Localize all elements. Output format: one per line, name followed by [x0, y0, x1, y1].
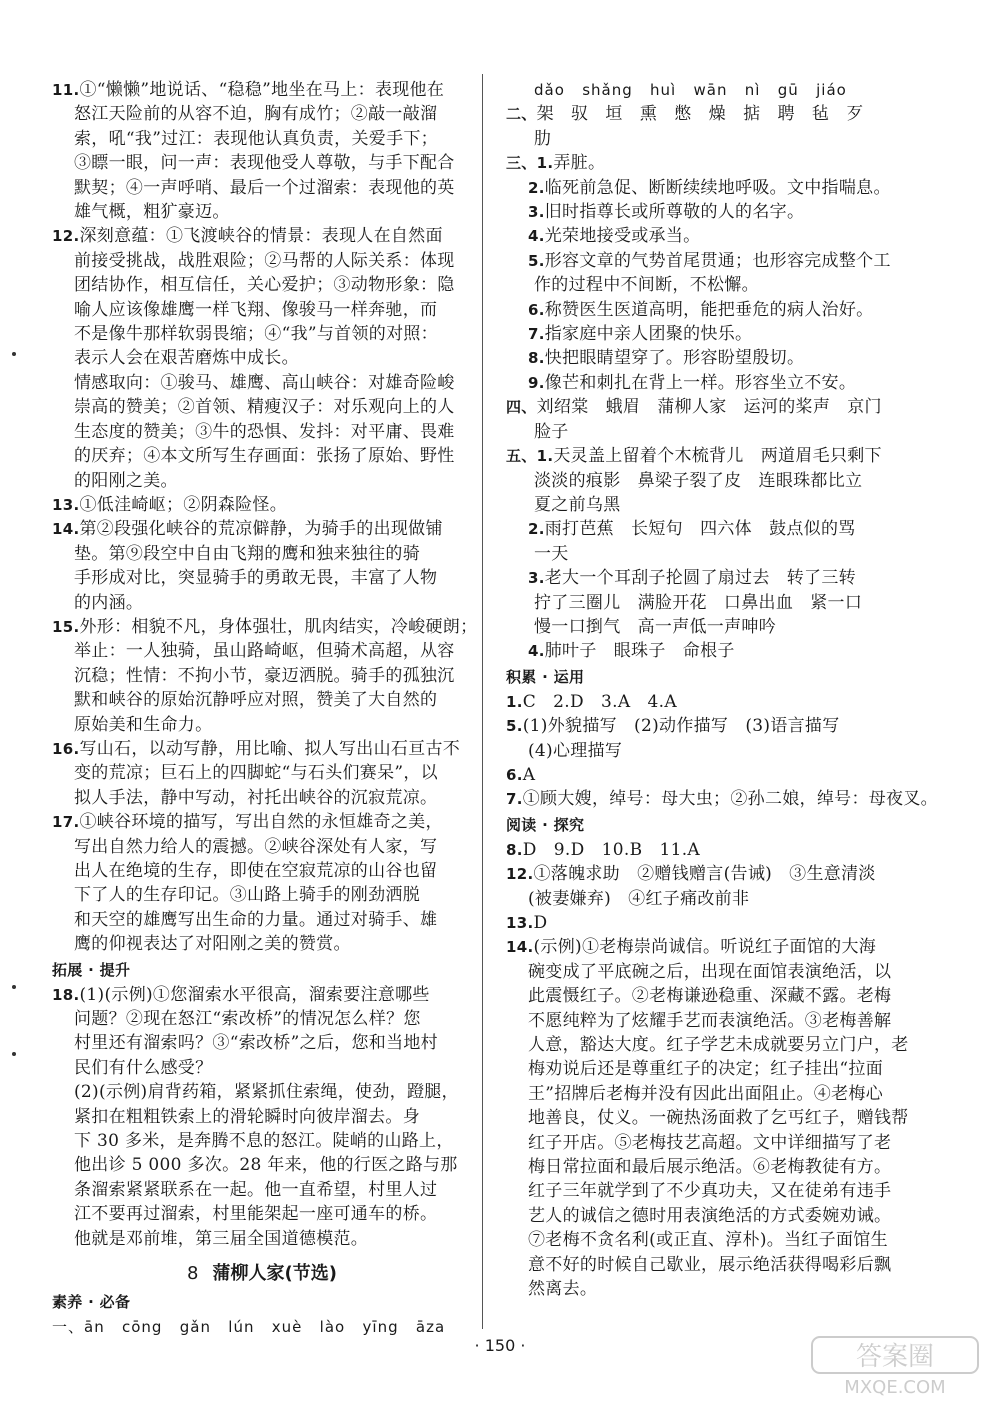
question-number: 3.	[528, 569, 545, 588]
answer-text: 肋	[534, 128, 552, 149]
answer-line	[52, 1056, 472, 1080]
answer-text: 快把眼睛望穿了。形容盼望殷切。	[544, 348, 805, 369]
question-number: 5.	[506, 717, 523, 736]
answer-text: 变的荒凉；巨石上的四脚蛇“与石头们赛呆”，以	[74, 763, 438, 784]
watermark-subtext: MXQE.COM	[844, 1377, 946, 1397]
answer-text: 弄脏。	[553, 153, 606, 174]
question-number: 15.	[52, 617, 80, 636]
answer-text: 外形：相貌不凡，身体强壮，肌肉结实，冷峻硬朗；	[79, 616, 478, 637]
answer-line	[52, 1129, 472, 1153]
answer-text: C 2.D 3.A 4.A	[522, 691, 677, 712]
column-divider	[482, 74, 483, 1329]
answer-line	[506, 517, 956, 541]
question-number: 四、	[506, 398, 537, 417]
answer-text: (1)外貌描写 (2)动作描写 (3)语言描写	[522, 716, 840, 737]
answer-line	[52, 273, 472, 297]
answer-line	[506, 739, 956, 763]
answer-text: ①顾大嫂，绰号：母大虫；②孙二娘，绰号：母夜叉。	[522, 789, 938, 810]
question-number: 6.	[506, 765, 523, 784]
answer-line	[506, 862, 956, 886]
answer-line	[506, 984, 956, 1008]
question-number: 6.	[528, 300, 545, 319]
answer-text: ①峡谷环境的描写，写出自然的永恒雄奇之美，	[79, 812, 443, 833]
answer-line	[506, 960, 956, 984]
answer-line	[52, 859, 472, 883]
answer-text: D	[533, 913, 548, 933]
answer-text: 前接受挑战，战胜艰险；②马帮的人际关系：体现	[74, 250, 455, 271]
answer-text: (2)(示例)肩背药箱，紧紧抓住索绳，使劲，蹬腿，	[74, 1082, 459, 1103]
answer-line	[506, 615, 956, 639]
answer-line	[506, 1082, 956, 1106]
answer-text: 梅劝说后还是尊重红子的决定；红子挂出“拉面	[528, 1059, 883, 1080]
answer-line	[52, 493, 472, 517]
answer-text: 夏之前乌黑	[534, 494, 621, 515]
answer-text: 王”招牌后老梅并没有因此出面阻止。④老梅心	[528, 1083, 883, 1104]
chapter-number: 8	[187, 1263, 199, 1285]
answer-text: 默和峡谷的原始沉静呼应对照，赞美了大自然的	[74, 690, 438, 711]
answer-line	[506, 420, 956, 444]
section-heading: 素养 · 必备	[52, 1293, 131, 1312]
question-number: 18.	[52, 985, 80, 1004]
answer-line	[52, 542, 472, 566]
answer-text: 光荣地接受或承当。	[544, 226, 701, 247]
answer-text: (被妻嫌弃) ④红子痛改前非	[528, 888, 750, 909]
answer-text: (4)心理描写	[528, 740, 623, 761]
question-number: 13.	[506, 914, 534, 932]
answer-text: 淡淡的痕影 鼻梁子裂了皮 连眼珠都比立	[534, 470, 863, 491]
answer-line	[52, 713, 472, 737]
answer-text: 的厌弃；④本文所写生存画面：张扬了原始、野性	[74, 446, 455, 467]
pinyin-line: 一、ān cōng gǎn lún xuè lào yīng āza	[52, 1318, 446, 1337]
answer-text: 像芒和刺扎在背上一样。形容坐立不安。	[544, 372, 857, 393]
answer-text: ①低洼崎岖；②阴森险怪。	[79, 494, 288, 515]
left-column	[52, 78, 478, 1340]
answer-text: 刘绍棠 蛾眉 蒲柳人家 运河的桨声 京门	[536, 397, 882, 418]
answer-text: 拧了三圈儿 满脸开花 口鼻出血 紧一口	[534, 592, 863, 613]
answer-line	[506, 763, 956, 787]
answer-text: 艺人的诚信之德时用表演绝活的方式委婉劝诫。	[528, 1205, 892, 1226]
answer-line	[506, 1131, 956, 1155]
answer-text: 意不好的时候自己歇业，展示绝活获得喝彩后飘	[528, 1254, 892, 1275]
answer-text: ③瞟一眼，问一声：表现他受人尊敬，与手下配合	[74, 153, 455, 174]
question-number: 2.	[528, 178, 545, 197]
question-number: 二、	[506, 105, 537, 124]
answer-line	[52, 176, 472, 200]
answer-line	[52, 1202, 472, 1226]
answer-text: 称赞医生医道高明，能把垂危的病人治好。	[544, 299, 874, 320]
answer-text: 写山石，以动写静，用比喻、拟人写出山石亘古不	[79, 738, 461, 759]
answer-line	[506, 151, 956, 175]
answer-line	[506, 1277, 956, 1301]
question-number: 14.	[506, 938, 534, 957]
pinyin-line: dǎo shǎng huì wān nì gū jiáo	[534, 81, 847, 99]
answer-line	[52, 737, 472, 761]
answer-line	[52, 566, 472, 590]
answer-line	[506, 911, 956, 935]
answer-line	[506, 542, 956, 566]
answer-line	[52, 469, 472, 493]
answer-text: 架 驭 垣 熏 憋 燥 掂 聘 毡 歹	[536, 104, 864, 125]
answer-line	[52, 371, 472, 395]
answer-line	[52, 1178, 472, 1202]
answer-text: 碗变成了平底碗之后，出现在面馆表演绝活，以	[528, 961, 892, 982]
answer-text: 他就是邓前堆，第三届全国道德模范。	[74, 1228, 369, 1249]
answer-text: 生态度的赞美；③牛的恐惧、发抖：对平庸、畏难	[74, 421, 455, 442]
watermark-text: 答案圈	[855, 1342, 935, 1372]
answer-text: 鹰的仰视表达了对阳刚之美的赞赏。	[74, 934, 351, 955]
question-number: 8.	[506, 840, 523, 859]
answer-text: 临死前急促、断断续续地呼吸。文中指喘息。	[544, 177, 891, 198]
answer-text: 崇高的赞美；②首领、精瘦汉子：对乐观向上的人	[74, 397, 455, 418]
answer-line	[52, 591, 472, 615]
answer-line	[506, 1106, 956, 1130]
answer-text: ①“懒懒”地说话、“稳稳”地坐在马上：表现他在	[79, 80, 445, 100]
answer-text: 梅日常拉面和最后展示绝活。⑥老梅教徒有方。	[528, 1157, 892, 1178]
answer-text: 原始美和生命力。	[74, 714, 213, 735]
answer-line	[506, 591, 956, 615]
margin-dot	[12, 985, 16, 989]
question-number: 12.	[506, 865, 534, 884]
answer-text: 默契；④一声呼哨、最后一个过溜索：表现他的英	[74, 177, 455, 198]
answer-line	[52, 1031, 472, 1055]
answer-text: 雄气概，粗犷豪迈。	[74, 202, 230, 223]
answer-line	[506, 787, 956, 811]
answer-line	[506, 444, 956, 468]
answer-line	[506, 1179, 956, 1203]
answer-line	[506, 838, 956, 862]
answer-line	[52, 517, 472, 541]
answer-line	[506, 493, 956, 517]
answer-line	[506, 1155, 956, 1179]
answer-line	[52, 420, 472, 444]
answer-text: 肺叶子 眼珠子 命根子	[544, 641, 735, 662]
right-lines	[506, 102, 956, 1301]
answer-line	[52, 151, 472, 175]
answer-line	[52, 298, 472, 322]
question-number: 16.	[52, 739, 80, 758]
answer-text: 拓展 · 提升	[52, 960, 131, 979]
answer-line	[52, 688, 472, 712]
answer-text: 沉稳；性情：不拘小节，豪迈洒脱。骑手的孤独沉	[74, 665, 455, 686]
answer-text: 写出自然力给人的震撼。②峡谷深处有人家，写	[74, 836, 438, 857]
question-number: 4.	[528, 227, 545, 246]
answer-line	[506, 395, 956, 419]
answer-line	[506, 1228, 956, 1252]
answer-text: D 9.D 10.B 11.A	[522, 839, 701, 860]
answer-text: 此震慑红子。②老梅谦逊稳重、深藏不露。老梅	[528, 986, 892, 1007]
answer-line	[52, 932, 472, 956]
answer-line	[52, 786, 472, 810]
question-number: 2.	[528, 520, 545, 539]
answer-line	[506, 371, 956, 395]
chapter-title: 蒲柳人家(节选)	[212, 1263, 337, 1285]
answer-line	[506, 298, 956, 322]
answer-line	[52, 224, 472, 248]
answer-line	[52, 249, 472, 273]
question-number: 7.	[506, 790, 523, 809]
answer-text: ⑦老梅不贪名利(或正直、淳朴)。当红子面馆生	[528, 1230, 888, 1251]
question-number: 五、1.	[506, 447, 554, 466]
page-number: · 150 ·	[474, 1336, 526, 1355]
question-number: 12.	[52, 227, 80, 246]
question-number: 8.	[528, 349, 545, 368]
answer-line	[52, 1105, 472, 1129]
answer-text: (1)(示例)①您溜索水平很高，溜索要注意哪些	[79, 984, 430, 1005]
answer-text: 然离去。	[528, 1279, 598, 1300]
question-number: 4.	[528, 642, 545, 661]
answer-text: 红子开店。⑤老梅技艺高超。文中详细描写了老	[528, 1132, 892, 1153]
answer-line	[506, 127, 956, 151]
answer-line	[52, 78, 472, 102]
answer-line	[506, 1033, 956, 1057]
answer-line	[506, 249, 956, 273]
answer-line	[52, 983, 472, 1007]
answer-line	[52, 200, 472, 224]
answer-text: 和天空的雄鹰写出生命的力量。通过对骑手、雄	[74, 909, 438, 930]
answer-text: 出人在绝境的生存，即使在空寂荒凉的山谷也留	[74, 861, 438, 881]
chapter-heading	[52, 1259, 472, 1289]
question-number: 三、1.	[506, 154, 554, 173]
answer-line	[506, 200, 956, 224]
question-number: 9.	[528, 373, 545, 392]
answer-line	[52, 835, 472, 859]
answer-text: 喻人应该像雄鹰一样飞翔、像骏马一样奔驰，而	[74, 299, 438, 320]
answer-text: 深刻意蕴：①飞渡峡谷的情景：表现人在自然面	[79, 226, 443, 247]
answer-line	[52, 810, 472, 834]
question-number: 7.	[528, 325, 545, 344]
answer-line	[52, 322, 472, 346]
answer-text: 第②段强化峡谷的荒凉僻静，为骑手的出现做铺	[79, 519, 443, 540]
answer-line	[506, 1057, 956, 1081]
answer-line	[52, 1153, 472, 1177]
answer-line	[506, 714, 956, 738]
answer-line	[52, 1227, 472, 1251]
answer-text: 举止：一人独骑，虽山路崎岖，但骑术高超，从容	[74, 641, 455, 662]
answer-line	[506, 887, 956, 911]
answer-line	[52, 127, 472, 151]
answer-text: 作的过程中不间断，不松懈。	[534, 275, 759, 296]
answer-line	[52, 615, 478, 639]
answer-text: 人意，豁达大度。红子学艺未成就要另立门户，老	[528, 1035, 909, 1056]
answer-text: 旧时指尊长或所尊敬的人的名字。	[544, 202, 805, 223]
answer-line	[506, 935, 956, 959]
question-number: 5.	[528, 251, 545, 270]
answer-text: 江不要再过溜索，村里能架起一座可通车的桥。	[74, 1204, 438, 1225]
answer-line	[52, 761, 472, 785]
answer-text: 怒江天险前的从容不迫，胸有成竹；②敲一敲溜	[74, 104, 438, 125]
answer-text: 紧扣在粗粗铁索上的滑轮瞬时向彼岸溜去。身	[74, 1106, 420, 1127]
answer-line	[506, 1204, 956, 1228]
answer-text: 雨打芭蕉 长短句 四六体 鼓点似的骂	[544, 519, 856, 540]
left-lines	[52, 78, 478, 1251]
answer-text: 他出诊 5 000 多次。28 年来，他的行医之路与那	[74, 1155, 458, 1176]
section-heading	[506, 664, 956, 690]
answer-text: 的阳刚之美。	[74, 470, 178, 491]
answer-text: 一天	[534, 543, 569, 564]
question-number: 14.	[52, 520, 80, 539]
answer-text: 团结协作，相互信任，关心爱护；③动物形象：隐	[74, 275, 455, 296]
question-number: 1.	[506, 692, 523, 711]
question-number: 13.	[52, 495, 80, 514]
answer-line	[506, 566, 956, 590]
watermark-logo	[810, 1333, 980, 1397]
answer-text: 表示人会在艰苦磨炼中成长。	[74, 348, 299, 369]
answer-text: 村里还有溜索吗？③“索改桥”之后，您和当地村	[74, 1033, 438, 1054]
answer-line	[506, 469, 956, 493]
answer-line	[506, 346, 956, 370]
margin-dot	[12, 1052, 16, 1056]
answer-line	[506, 639, 956, 663]
answer-text: 形容文章的气势首尾贯通；也形容完成整个工	[544, 250, 891, 271]
answer-text: 老大一个耳刮子抡圆了扇过去 转了三转	[544, 568, 856, 589]
answer-line	[52, 346, 472, 370]
answer-line	[52, 1007, 472, 1031]
answer-line	[52, 395, 472, 419]
answer-line	[52, 102, 472, 126]
answer-text: 垫。第⑨段空中自由飞翔的鹰和独来独往的骑	[74, 543, 420, 564]
answer-line	[52, 908, 472, 932]
answer-text: 条溜索紧紧联系在一起。他一直希望，村里人过	[74, 1179, 438, 1200]
answer-text: 天灵盖上留着个木梳背儿 两道眉毛只剩下	[553, 446, 882, 467]
answer-text: (示例)①老梅崇尚诚信。听说红子面馆的大海	[533, 937, 877, 958]
answer-line	[506, 224, 956, 248]
answer-line	[52, 883, 472, 907]
answer-text: 慢一口捯气 高一声低一声呻吟	[534, 616, 777, 637]
answer-line	[506, 690, 956, 714]
question-number: 17.	[52, 813, 80, 832]
question-number: 11.	[52, 81, 80, 99]
answer-text: A	[522, 764, 536, 785]
answer-text: 地善良，仗义。一碗热汤面救了乞丐红子，赠钱帮	[528, 1108, 909, 1129]
answer-line	[52, 1080, 472, 1104]
margin-dot	[12, 352, 16, 356]
question-number: 3.	[528, 203, 545, 222]
answer-text: 指家庭中亲人团聚的快乐。	[544, 324, 753, 345]
answer-text: 不愿纯粹为了炫耀手艺而表演绝活。③老梅善解	[528, 1010, 892, 1031]
section-heading	[52, 957, 472, 983]
answer-line	[52, 444, 472, 468]
answer-line	[52, 664, 472, 688]
answer-text: 民们有什么感受？	[74, 1057, 213, 1078]
answer-text: 阅读 · 探究	[506, 815, 585, 834]
answer-text: 索，吼“我”过江：表现他认真负责，关爱手下；	[74, 128, 438, 149]
answer-text: 情感取向：①骏马、雄鹰、高山峡谷：对雄奇险峻	[74, 372, 455, 393]
answer-line	[506, 1253, 956, 1277]
answer-line	[506, 176, 956, 200]
answer-text: ①落魄求助 ②赠钱赠言(告诫) ③生意清淡	[533, 864, 876, 885]
answer-text: 红子三年就学到了不少真功夫，又在徒弟有违手	[528, 1181, 892, 1202]
answer-line	[506, 273, 956, 297]
answer-text: 脸子	[534, 421, 569, 442]
answer-text: 下了人的生存印记。③山路上骑手的刚劲洒脱	[74, 885, 420, 906]
answer-line	[52, 639, 472, 663]
answer-line	[506, 322, 956, 346]
right-column	[506, 78, 956, 1302]
section-heading	[506, 812, 956, 838]
answer-text: 手形成对比，突显骑手的勇敢无畏，丰富了人物	[74, 568, 438, 589]
answer-line	[506, 102, 956, 126]
answer-line	[506, 1009, 956, 1033]
answer-text: 的内涵。	[74, 592, 144, 613]
answer-text: 积累 · 运用	[506, 667, 585, 686]
answer-text: 拟人手法，静中写动，衬托出峡谷的沉寂荒凉。	[74, 787, 438, 808]
answer-text: 不是像牛那样软弱畏缩；④“我”与首领的对照：	[74, 324, 438, 345]
answer-text: 下 30 多米，是奔腾不息的怒江。陡峭的山路上，	[74, 1131, 454, 1152]
answer-text: 问题？②现在怒江“索改桥”的情况怎么样？您	[74, 1009, 421, 1030]
